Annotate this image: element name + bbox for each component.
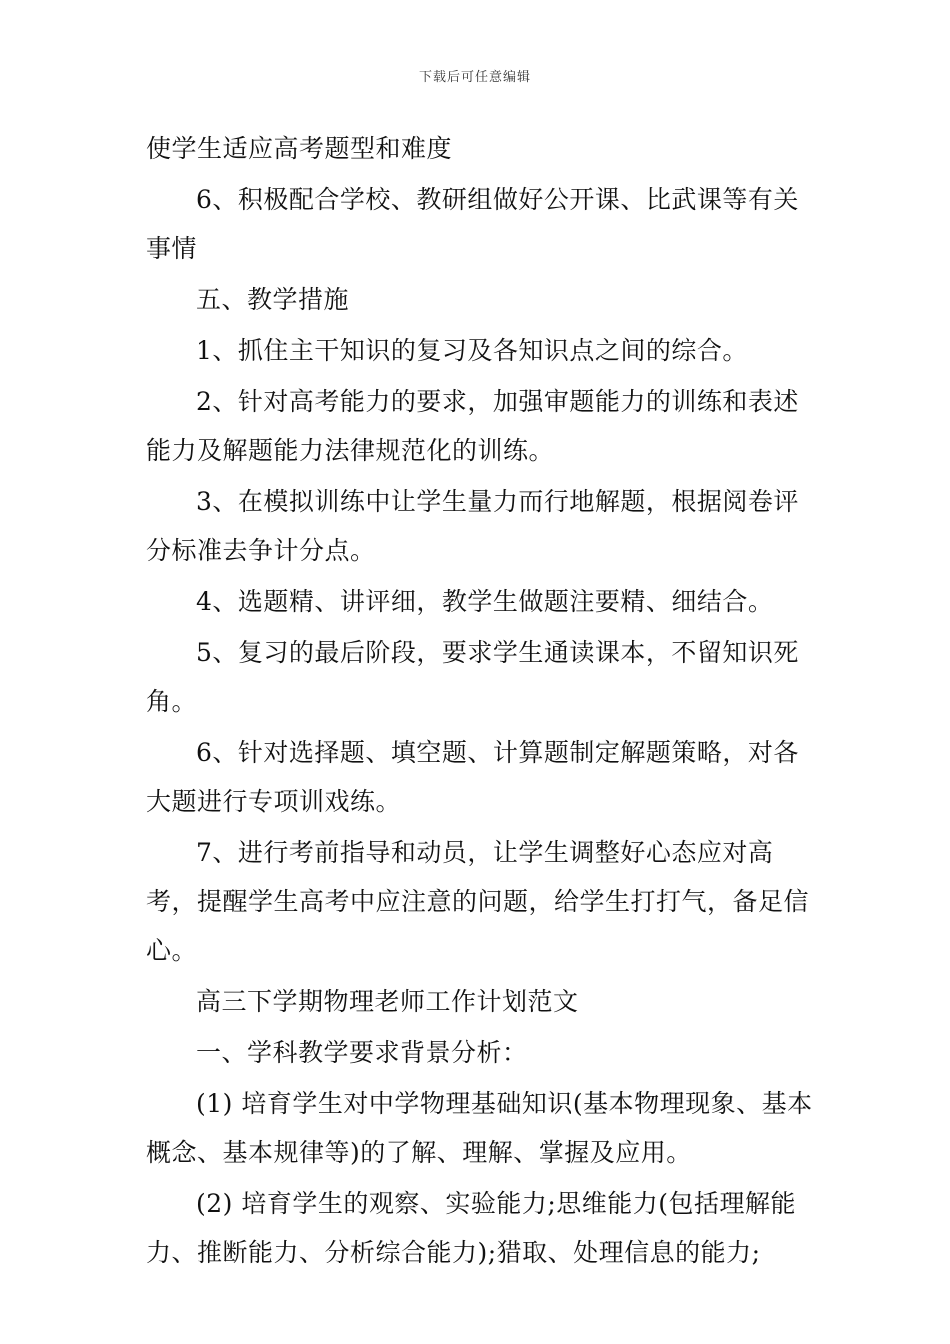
paragraph: 6、积极配合学校、教研组做好公开课、比武课等有关事情 bbox=[146, 185, 799, 263]
paragraph: (2) 培育学生的观察、实验能力;思维能力(包括理解能力、推断能力、分析综合能力);猎取、处理信息的能力; bbox=[146, 1189, 797, 1267]
paragraph: 7、进行考前指导和动员，让学生调整好心态应对高考，提醒学生高考中应注意的问题，给学生打打气，备足信心。 bbox=[146, 838, 810, 965]
paragraph: 1、抓住主干知识的复习及各知识点之间的综合。 bbox=[196, 336, 748, 365]
document-body bbox=[146, 124, 816, 1279]
paragraph: 2、针对高考能力的要求，加强审题能力的训练和表述能力及解题能力法律规范化的训练。 bbox=[146, 387, 799, 465]
paragraph: 3、在模拟训练中让学生量力而行地解题，根据阅卷评分标准去争计分点。 bbox=[146, 487, 799, 565]
paragraph: 5、复习的最后阶段，要求学生通读课本，不留知识死角。 bbox=[146, 638, 799, 716]
paragraph: 使学生适应高考题型和难度 bbox=[146, 134, 453, 163]
page-header-note: 下载后可任意编辑 bbox=[418, 70, 531, 85]
paragraph: (1) 培育学生对中学物理基础知识(基本物理现象、基本概念、基本规律等)的了解、理解、掌握及应用。 bbox=[146, 1089, 813, 1167]
paragraph: 4、选题精、讲评细，教学生做题注要精、细结合。 bbox=[196, 587, 774, 616]
section-heading: 五、教学措施 bbox=[196, 285, 350, 314]
document-title: 高三下学期物理老师工作计划范文 bbox=[196, 987, 579, 1016]
paragraph: 6、针对选择题、填空题、计算题制定解题策略，对各大题进行专项训戏练。 bbox=[146, 738, 799, 816]
section-heading: 一、学科教学要求背景分析： bbox=[196, 1038, 528, 1067]
